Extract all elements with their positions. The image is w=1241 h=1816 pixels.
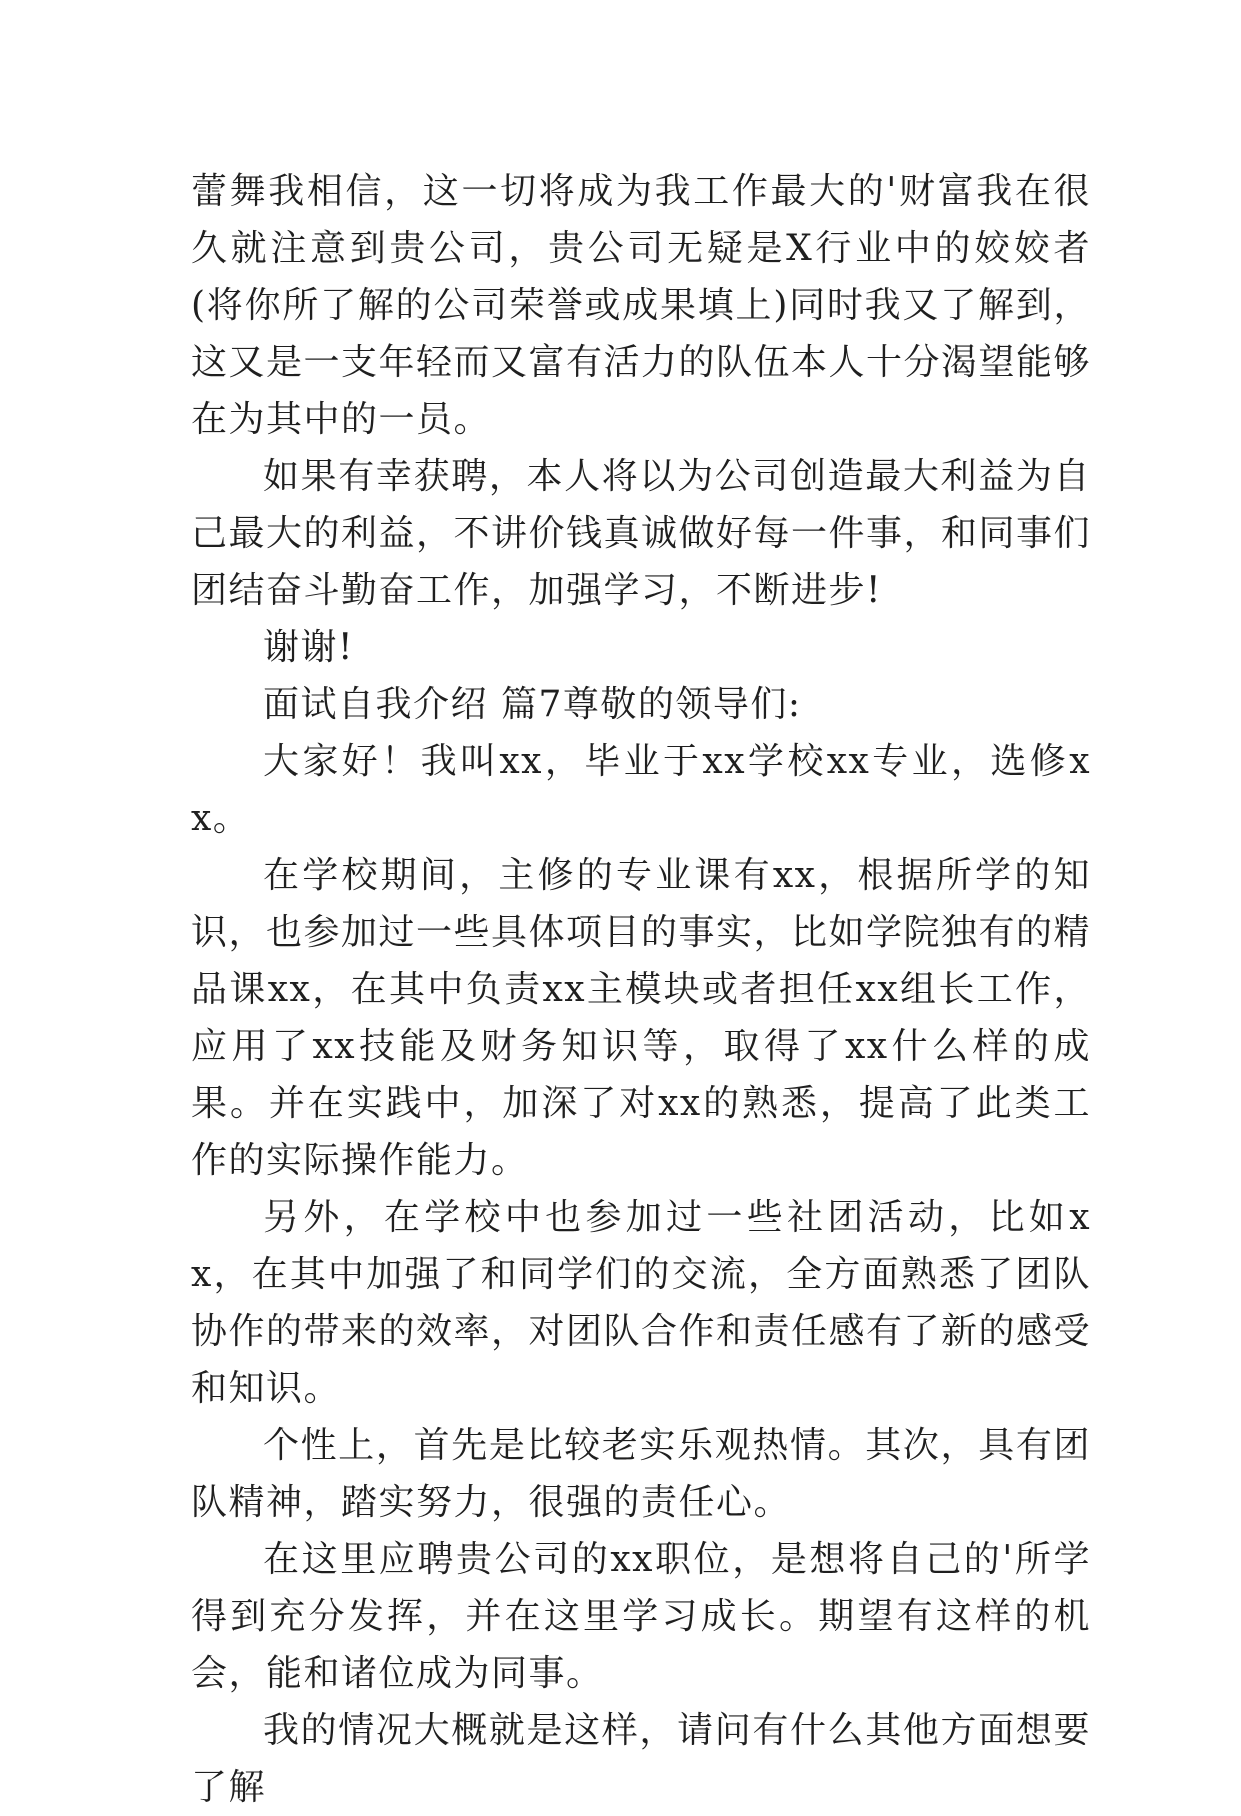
paragraph-thanks: 谢谢! bbox=[263, 627, 354, 668]
paragraph-greeting: 大家好！我叫xx，毕业于xx学校xx专业，选修xx。 bbox=[191, 741, 1091, 839]
paragraph-school-study: 在学校期间，主修的专业课有xx，根据所学的知识，也参加过一些具体项目的事实，比如学院独有的精品课xx，在其中负责xx主模块或者担任xx组长工作，应用了xx技能及财务知识等，取得了xx什么样的成果。并在实践中，加深了对xx的熟悉，提高了此类工作的实际操作能力。 bbox=[191, 855, 1092, 1181]
paragraph-continuation: 蕾舞我相信，这一切将成为我工作最大的'财富我在很久就注意到贵公司，贵公司无疑是X行业中的姣姣者(将你所了解的公司荣誉或成果填上)同时我又了解到，这又是一支年轻而又富有活力的队伍本人十分渴望能够在为其中的一员。 bbox=[191, 171, 1092, 440]
paragraph-closing: 我的情况大概就是这样，请问有什么其他方面想要了解 bbox=[191, 1710, 1091, 1808]
paragraph-position: 在这里应聘贵公司的xx职位，是想将自己的'所学得到充分发挥，并在这里学习成长。期望有这样的机会，能和诸位成为同事。 bbox=[191, 1539, 1091, 1694]
document-body bbox=[191, 163, 1091, 1816]
paragraph-personality: 个性上，首先是比较老实乐观热情。其次，具有团队精神，踏实努力，很强的责任心。 bbox=[191, 1425, 1091, 1523]
paragraph-club-activities: 另外，在学校中也参加过一些社团活动，比如xx，在其中加强了和同学们的交流，全方面熟悉了团队协作的带来的效率，对团队合作和责任感有了新的感受和知识。 bbox=[191, 1197, 1092, 1409]
section-heading-intro-7: 面试自我介绍 篇7尊敬的领导们: bbox=[263, 684, 802, 725]
paragraph-hiring-commitment: 如果有幸获聘，本人将以为公司创造最大利益为自己最大的利益，不讲价钱真诚做好每一件事，和同事们团结奋斗勤奋工作，加强学习，不断进步! bbox=[191, 456, 1092, 611]
